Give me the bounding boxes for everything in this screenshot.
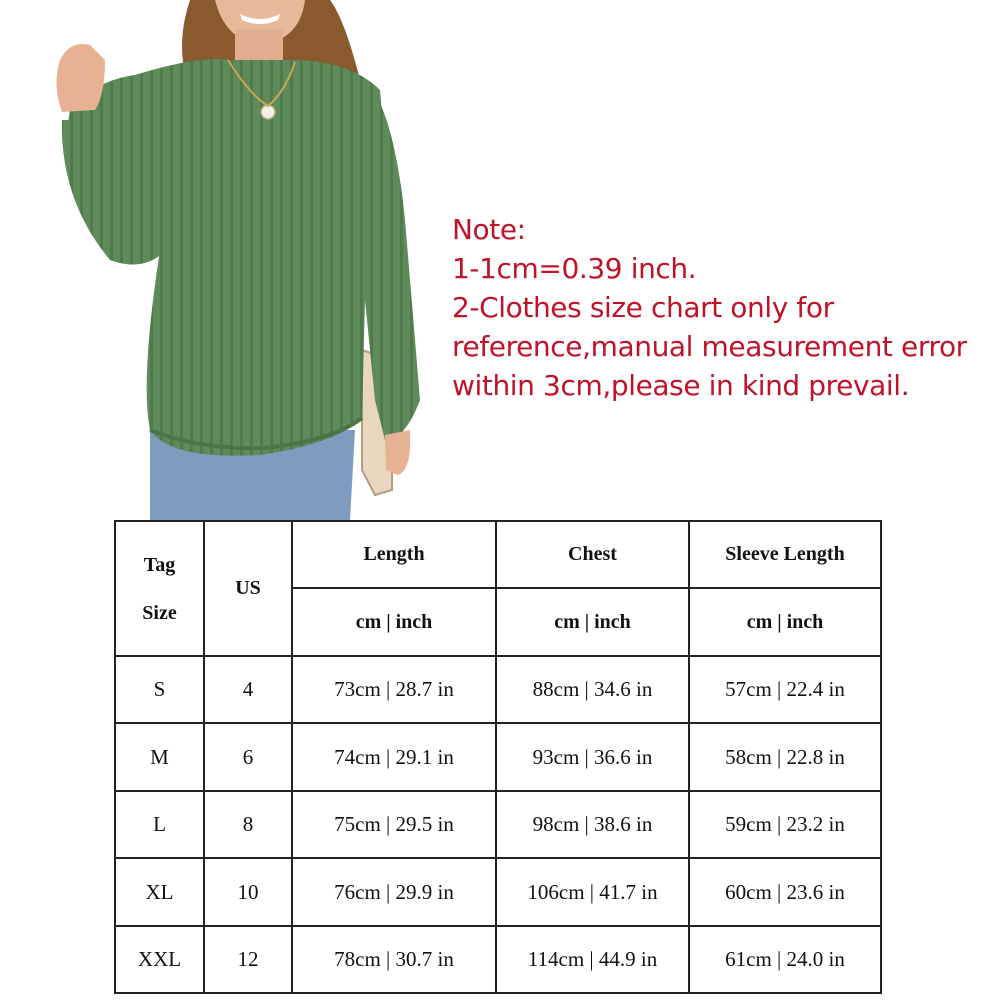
cell-chest: 106cm | 41.7 in	[496, 858, 689, 926]
table-row	[115, 791, 881, 858]
cell-sleeve: 58cm | 22.8 in	[689, 723, 881, 791]
header-length: Length	[292, 521, 496, 588]
cell-chest: 114cm | 44.9 in	[496, 926, 689, 993]
model-wearing-sweater-illustration	[0, 0, 440, 520]
cell-tag: S	[115, 656, 204, 723]
table-row	[115, 858, 881, 926]
cell-tag: XL	[115, 858, 204, 926]
cell-chest: 88cm | 34.6 in	[496, 656, 689, 723]
cell-us: 4	[204, 656, 292, 723]
note-title: Note:	[452, 213, 526, 246]
unit-sleeve: cm | inch	[689, 588, 881, 656]
header-us: US	[204, 521, 292, 656]
note-line-2: 2-Clothes size chart only for	[452, 291, 834, 324]
cell-length: 75cm | 29.5 in	[292, 791, 496, 858]
cell-us: 10	[204, 858, 292, 926]
cell-sleeve: 57cm | 22.4 in	[689, 656, 881, 723]
cell-tag: XXL	[115, 926, 204, 993]
cell-length: 78cm | 30.7 in	[292, 926, 496, 993]
cell-length: 73cm | 28.7 in	[292, 656, 496, 723]
unit-length: cm | inch	[292, 588, 496, 656]
note-line-1: 1-1cm=0.39 inch.	[452, 252, 697, 285]
header-size-line2: Size	[142, 601, 177, 624]
cell-us: 6	[204, 723, 292, 791]
cell-tag: L	[115, 791, 204, 858]
cell-sleeve: 61cm | 24.0 in	[689, 926, 881, 993]
unit-chest: cm | inch	[496, 588, 689, 656]
cell-tag: M	[115, 723, 204, 791]
product-photo	[0, 0, 440, 520]
cell-sleeve: 59cm | 23.2 in	[689, 791, 881, 858]
cell-us: 8	[204, 791, 292, 858]
size-note	[452, 210, 992, 405]
table-row	[115, 723, 881, 791]
cell-sleeve: 60cm | 23.6 in	[689, 858, 881, 926]
header-tag-size	[115, 521, 204, 656]
table-row	[115, 656, 881, 723]
header-chest: Chest	[496, 521, 689, 588]
cell-chest: 93cm | 36.6 in	[496, 723, 689, 791]
header-tag-line1: Tag	[143, 553, 176, 576]
table-row	[115, 926, 881, 993]
size-chart-table	[114, 520, 882, 994]
cell-length: 76cm | 29.9 in	[292, 858, 496, 926]
header-sleeve-length: Sleeve Length	[689, 521, 881, 588]
note-line-4: within 3cm,please in kind prevail.	[452, 369, 910, 402]
cell-length: 74cm | 29.1 in	[292, 723, 496, 791]
cell-us: 12	[204, 926, 292, 993]
table-header-row	[115, 521, 881, 588]
cell-chest: 98cm | 38.6 in	[496, 791, 689, 858]
note-line-3: reference,manual measurement error	[452, 330, 967, 363]
